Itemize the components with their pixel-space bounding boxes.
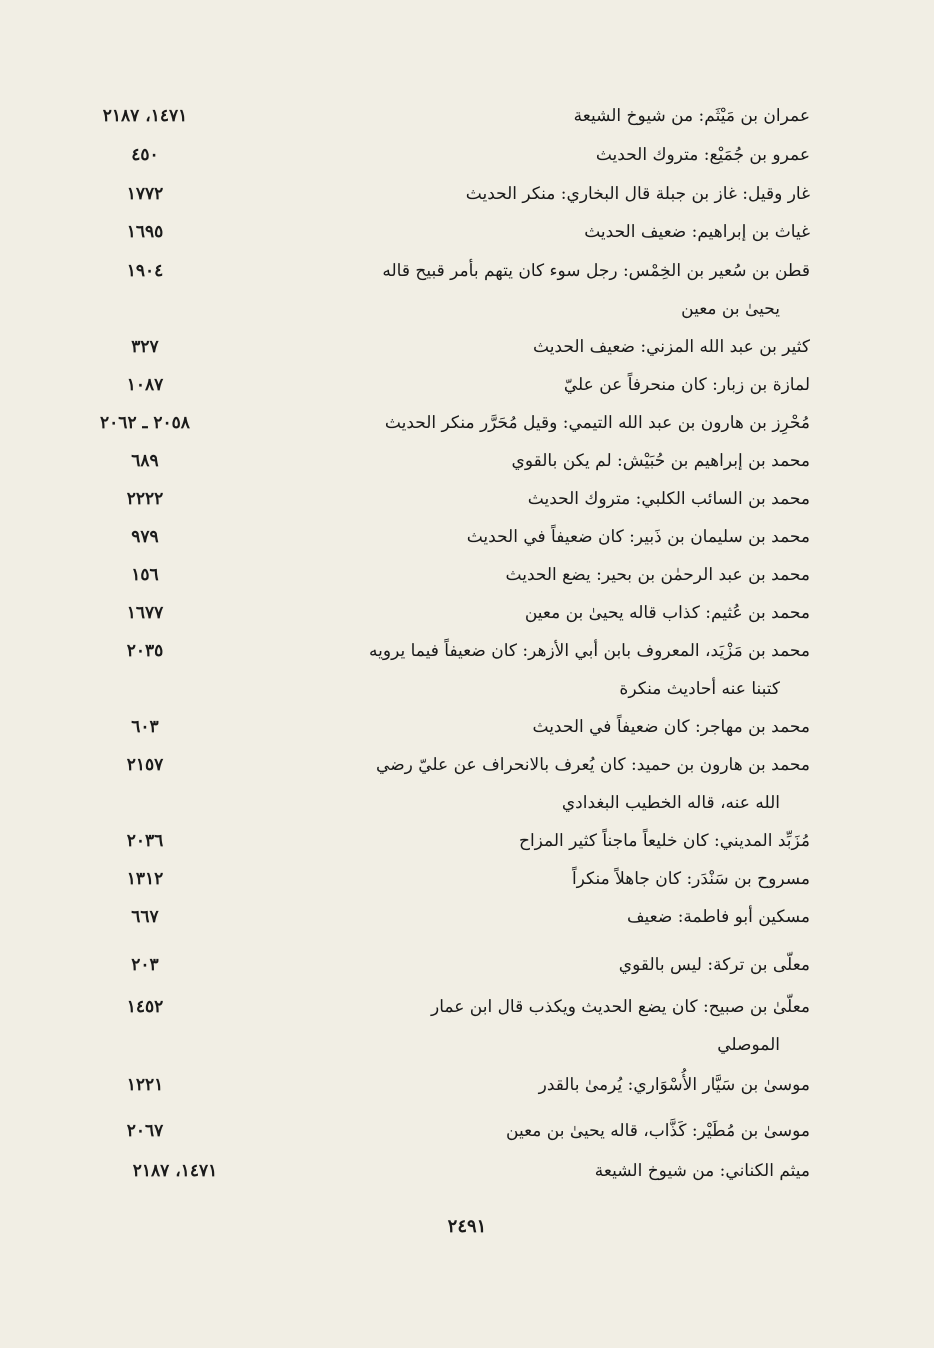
entry-name bbox=[240, 366, 810, 404]
index-entry bbox=[70, 746, 810, 822]
entry-reference-number: ٢٠٦٧ bbox=[126, 1121, 164, 1141]
entry-name bbox=[240, 708, 810, 746]
entry-name bbox=[240, 898, 810, 936]
entry-reference-number: ٩٧٩ bbox=[131, 527, 159, 547]
entry-name-continuation: الله عنه، قاله الخطيب البغدادي bbox=[561, 793, 780, 813]
entry-reference-number: ٢٠٣٥ bbox=[126, 641, 164, 661]
entry-name bbox=[240, 946, 810, 984]
index-entry bbox=[70, 946, 810, 984]
entry-name-text: محمد بن إبراهيم بن حُبَيْش: لم يكن بالقوي bbox=[511, 451, 810, 471]
entry-reference-number: ٦٠٣ bbox=[131, 717, 159, 737]
entry-name bbox=[240, 480, 810, 518]
entry-name-text: كثير بن عبد الله المزني: ضعيف الحديث bbox=[533, 337, 810, 357]
entry-name bbox=[240, 213, 810, 251]
entry-reference-number: ١٧٧٢ bbox=[126, 184, 164, 204]
entry-reference-number: ١٤٧١، ٢١٨٧ bbox=[132, 1161, 218, 1181]
index-entry bbox=[70, 898, 810, 936]
entry-name-text: مسروح بن سَنْدَر: كان جاهلاً منكراً bbox=[571, 869, 810, 889]
index-entry bbox=[70, 822, 810, 860]
index-entry bbox=[70, 518, 810, 556]
entry-name bbox=[240, 860, 810, 898]
entry-name bbox=[240, 1152, 810, 1190]
entry-name-text: محمد بن هارون بن حميد: كان يُعرف بالانحراف عن عليّ رضي bbox=[376, 755, 810, 775]
entry-name bbox=[240, 556, 810, 594]
index-entry bbox=[70, 404, 810, 442]
entry-name-text: محمد بن مَزْيَد، المعروف بابن أبي الأزهر: كان ضعيفاً فيما يرويه bbox=[369, 641, 810, 661]
entry-name bbox=[240, 1112, 810, 1150]
entry-name-text: عمران بن مَيْثَم: من شيوخ الشيعة bbox=[573, 106, 810, 126]
index-entry bbox=[70, 708, 810, 746]
entry-name-text: قطن بن سُعير بن الخِمْس: رجل سوء كان يتهم بأمر قبيح قاله bbox=[382, 261, 810, 281]
entry-name bbox=[240, 822, 810, 860]
index-entry bbox=[70, 136, 810, 174]
entry-name-text: غار وقيل: غاز بن جبلة قال البخاري: منكر الحديث bbox=[465, 184, 810, 204]
entry-name bbox=[240, 136, 810, 174]
index-entry bbox=[70, 632, 810, 708]
entry-name-text: محمد بن سليمان بن ذَبير: كان ضعيفاً في الحديث bbox=[466, 527, 810, 547]
entry-name bbox=[240, 97, 810, 135]
entry-name-text: محمد بن عُثيم: كذاب قاله يحيىٰ بن معين bbox=[524, 603, 810, 623]
entry-name-text: مسكين أبو فاطمة: ضعيف bbox=[626, 907, 810, 927]
entry-name-text: محمد بن السائب الكلبي: متروك الحديث bbox=[527, 489, 810, 509]
index-entry bbox=[70, 1152, 810, 1190]
entry-reference-number: ١٠٨٧ bbox=[126, 375, 164, 395]
index-entry bbox=[70, 594, 810, 632]
entry-name-text: غياث بن إبراهيم: ضعيف الحديث bbox=[584, 222, 810, 242]
entry-name-text: مُزَبِّد المديني: كان خليعاً ماجناً كثير المزاح bbox=[518, 831, 810, 851]
entry-reference-number: ٢١٥٧ bbox=[126, 755, 164, 775]
entry-name-text: محمد بن عبد الرحمٰن بن بحير: يضع الحديث bbox=[505, 565, 810, 585]
entry-reference-number: ٢٠٥٨ ـ ٢٠٦٢ bbox=[100, 413, 190, 433]
index-entry bbox=[70, 556, 810, 594]
entry-reference-number: ١٥٦ bbox=[131, 565, 159, 585]
entry-reference-number: ٦٦٧ bbox=[131, 907, 159, 927]
entry-name bbox=[240, 328, 810, 366]
entry-name bbox=[240, 632, 810, 708]
entry-name bbox=[240, 1066, 810, 1104]
index-entry bbox=[70, 252, 810, 328]
index-entry bbox=[70, 1066, 810, 1104]
entry-reference-number: ١٢٢١ bbox=[126, 1075, 164, 1095]
index-entry bbox=[70, 480, 810, 518]
entry-reference-number: ١٦٧٧ bbox=[126, 603, 164, 623]
entry-reference-number: ٤٥٠ bbox=[131, 145, 159, 165]
entry-name bbox=[240, 175, 810, 213]
entry-name-text: معلّىٰ بن صبيح: كان يضع الحديث ويكذب قال ابن عمار bbox=[431, 997, 810, 1017]
entry-name-text: موسىٰ بن سَيَّار الأُسْوَاري: يُرمىٰ بالقدر bbox=[538, 1075, 810, 1095]
entry-name bbox=[240, 988, 810, 1064]
index-entry bbox=[70, 1112, 810, 1150]
entry-reference-number: ١٤٥٢ bbox=[126, 997, 164, 1017]
entry-name-text: معلّى بن تركة: ليس بالقوي bbox=[618, 955, 810, 975]
index-entry bbox=[70, 366, 810, 404]
entry-name-continuation: كتبنا عنه أحاديث منكرة bbox=[619, 679, 780, 699]
entry-reference-number: ١٣١٢ bbox=[126, 869, 164, 889]
index-entry bbox=[70, 988, 810, 1064]
entry-reference-number: ٣٢٧ bbox=[131, 337, 159, 357]
index-entry bbox=[70, 213, 810, 251]
entry-name-text: ميثم الكناني: من شيوخ الشيعة bbox=[594, 1161, 810, 1181]
page-number: ٢٤٩١ bbox=[447, 1216, 487, 1237]
index-entry bbox=[70, 97, 810, 135]
entry-reference-number: ١٦٩٥ bbox=[126, 222, 164, 242]
index-entry bbox=[70, 860, 810, 898]
entry-name-continuation: الموصلي bbox=[717, 1035, 780, 1055]
entry-reference-number: ١٤٧١، ٢١٨٧ bbox=[102, 106, 188, 126]
entry-reference-number: ٦٨٩ bbox=[131, 451, 159, 471]
entry-name bbox=[240, 404, 810, 442]
entry-reference-number: ٢٢٢٢ bbox=[126, 489, 164, 509]
entry-name-continuation: يحيىٰ بن معين bbox=[681, 299, 780, 319]
index-entry bbox=[70, 175, 810, 213]
entry-name-text: لمازة بن زبار: كان منحرفاً عن عليّ bbox=[563, 375, 810, 395]
entry-reference-number: ١٩٠٤ bbox=[126, 261, 164, 281]
entry-name bbox=[240, 252, 810, 328]
entry-name-text: محمد بن مهاجر: كان ضعيفاً في الحديث bbox=[532, 717, 810, 737]
entry-name bbox=[240, 746, 810, 822]
entry-name bbox=[240, 518, 810, 556]
entry-reference-number: ٢٠٣٦ bbox=[126, 831, 164, 851]
index-entry bbox=[70, 442, 810, 480]
entry-name-text: مُحْرِز بن هارون بن عبد الله التيمي: وقيل مُحَرَّر منكر الحديث bbox=[384, 413, 810, 433]
entry-name-text: موسىٰ بن مُطَيْر: كَذَّاب، قاله يحيىٰ بن معين bbox=[506, 1121, 810, 1141]
entry-name-text: عمرو بن جُمَيْع: متروك الحديث bbox=[595, 145, 810, 165]
entry-reference-number: ٢٠٣ bbox=[131, 955, 159, 975]
entry-name bbox=[240, 594, 810, 632]
entry-name bbox=[240, 442, 810, 480]
index-entry bbox=[70, 328, 810, 366]
